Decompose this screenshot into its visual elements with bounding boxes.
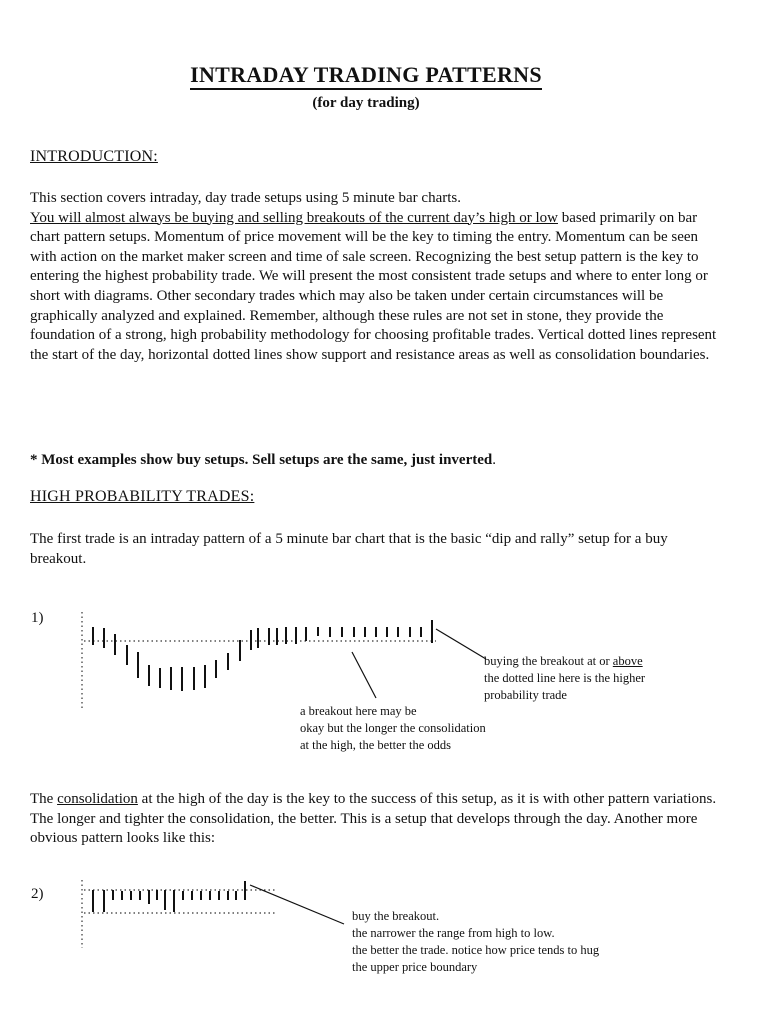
page-subtitle: (for day trading)	[312, 95, 420, 111]
diagram-2-number: 2)	[31, 886, 44, 902]
pointer-line-breakout	[436, 629, 486, 659]
diagram-1-price-bars	[93, 620, 432, 691]
pointer-line-buy-breakout	[250, 885, 344, 924]
buy-setups-note: * Most examples show buy setups. Sell setups are the same, just inverted.	[30, 452, 496, 468]
annotation-early-breakout: a breakout here may be okay but the longer the consolidation at the high, the better the odds	[300, 704, 486, 752]
annotation-buy-breakout: buy the breakout. the narrower the range from high to low. the better the trade. notice how price tends to hug the upper price boundary	[352, 909, 600, 974]
diagram-2-price-bars	[93, 881, 245, 912]
annotation-breakout-above: buying the breakout at or above the dotted line here is the higher probability trade	[484, 654, 646, 702]
page-title: INTRADAY TRADING PATTERNS	[0, 62, 732, 88]
introduction-heading: INTRODUCTION:	[30, 148, 158, 165]
high-probability-heading: HIGH PROBABILITY TRADES:	[30, 488, 255, 505]
intro-sentence-1: This section covers intraday, day trade setups using 5 minute bar charts.	[30, 190, 461, 206]
intro-body-text: based primarily on bar chart pattern setups. Momentum of price movement will be the key to timing the entry. Momentum can be seen with action on the market maker screen and time of sale screen. Recognizing the best setup pattern is the key to entering the highest probability trade. We will present the most consistent trade setups and where to enter long or short with diagrams. Other secondary trades which may also be taken under certain circumstances will be graphically analyzed and explained. Remember, although these rules are not set in stone, they provide the foundation of a strong, high probability methodology for choosing profitable trades. Vertical dotted lines represent the start of the day, horizontal dotted lines show support and resistance areas as well as consolidation boundaries.	[30, 209, 717, 363]
high-probability-paragraph: The first trade is an intraday pattern of a 5 minute bar chart that is the basic “dip and rally” setup for a buy breakout.	[30, 531, 668, 567]
pointer-line-early-breakout	[352, 652, 376, 698]
consolidation-paragraph: The consolidation at the high of the day is the key to the success of this setup, as it is with other pattern variations. The longer and tighter the consolidation, the better. This is a setup that develops through the day. Another more obvious pattern looks like this:	[30, 791, 717, 847]
intro-key-statement: You will almost always be buying and selling breakouts of the current day’s high or low	[30, 209, 558, 226]
diagram-1-number: 1)	[31, 610, 44, 626]
